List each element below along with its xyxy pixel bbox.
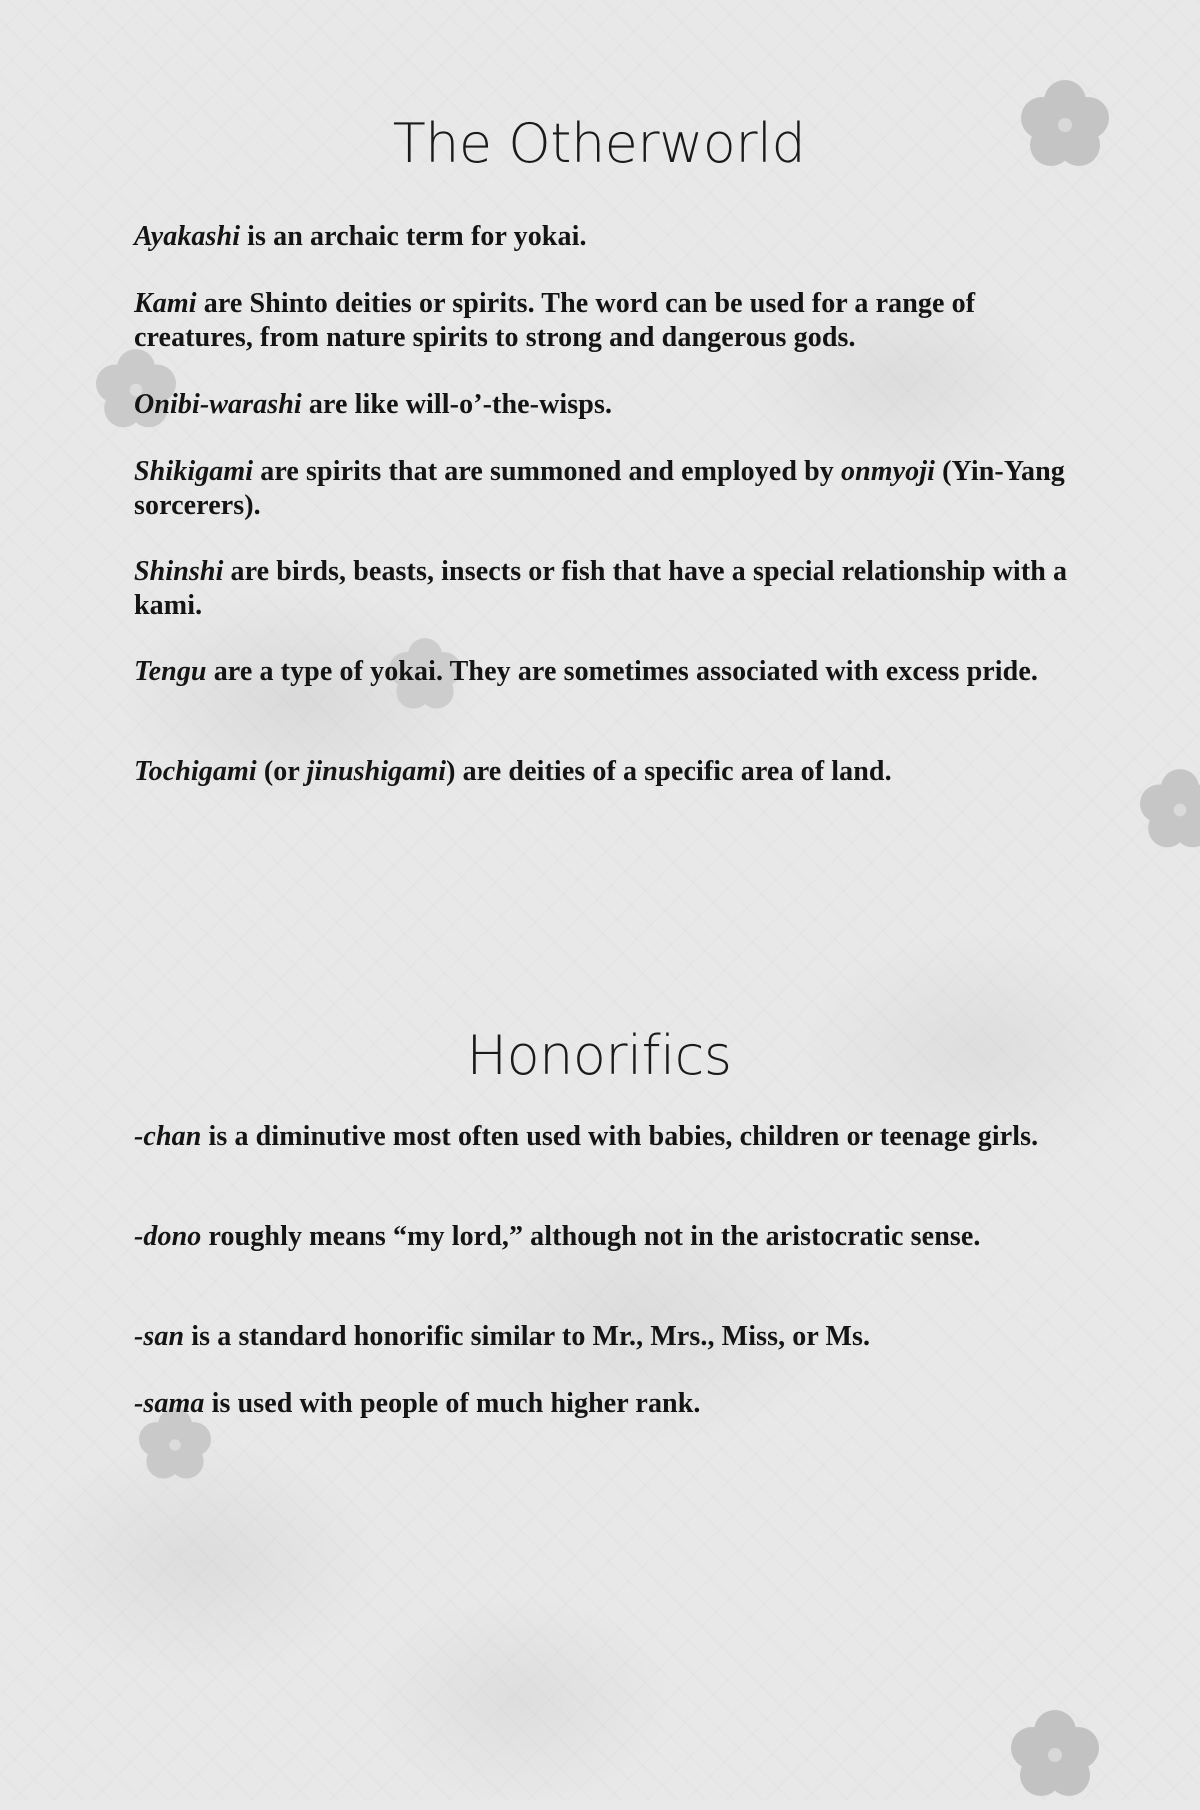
glossary-definition: are spirits that are summoned and employed by [253, 456, 841, 487]
glossary-definition: is an archaic term for yokai. [240, 221, 587, 252]
glossary-term: Tochigami [134, 756, 257, 787]
flower-ornament-icon [1130, 760, 1200, 860]
glossary-term: -sama [134, 1388, 205, 1419]
glossary-term: jinushigami [306, 756, 447, 787]
glossary-entry [134, 755, 1094, 789]
glossary-term: Ayakashi [134, 221, 241, 252]
glossary-definition: are like will-o’-the-wisps. [301, 389, 613, 420]
glossary-definition: (or [256, 756, 307, 787]
glossary-entry [134, 1220, 1094, 1254]
glossary-definition: is a standard honorific similar to Mr., Mrs., Miss, or Ms. [184, 1321, 871, 1352]
glossary-term: Shikigami [134, 456, 254, 487]
glossary-entry [134, 455, 1094, 523]
glossary-definition: are birds, beasts, insects or fish that have a special relationship with a kami. [134, 556, 1068, 621]
glossary-term: -san [134, 1321, 185, 1352]
section-title-otherworld: The Otherworld [392, 112, 806, 175]
glossary-definition: (Yin-Yang sorcerers). [134, 456, 1065, 521]
glossary-term: Shinshi [134, 556, 224, 587]
glossary-entry [134, 287, 1094, 355]
glossary-entry [134, 388, 1094, 422]
glossary-entry [134, 555, 1094, 623]
glossary-entry [134, 1320, 1094, 1354]
glossary-definition: ) are deities of a specific area of land. [446, 756, 892, 787]
glossary-entry [134, 655, 1094, 689]
glossary-entry [134, 1120, 1094, 1154]
glossary-definition: are a type of yokai. They are sometimes associated with excess pride. [206, 656, 1038, 687]
glossary-term: -dono [134, 1221, 202, 1252]
glossary-definition: is used with people of much higher rank. [204, 1388, 701, 1419]
glossary-term: -chan [134, 1121, 202, 1152]
glossary-entry [134, 220, 1094, 254]
glossary-definition: are Shinto deities or spirits. The word can be used for a range of creatures, from nature spirits to strong and dangerous gods. [134, 288, 976, 353]
glossary-entry [134, 1387, 1094, 1421]
glossary-definition: is a diminutive most often used with babies, children or teenage girls. [201, 1121, 1039, 1152]
glossary-term: Kami [134, 288, 197, 319]
glossary-term: onmyoji [840, 456, 936, 487]
glossary-term: Onibi-warashi [134, 389, 302, 420]
glossary-term: Tengu [134, 656, 207, 687]
flower-ornament-icon [1000, 1700, 1110, 1810]
section-title-honorifics: Honorifics [466, 1024, 732, 1087]
glossary-definition: roughly means “my lord,” although not in the aristocratic sense. [201, 1221, 981, 1252]
